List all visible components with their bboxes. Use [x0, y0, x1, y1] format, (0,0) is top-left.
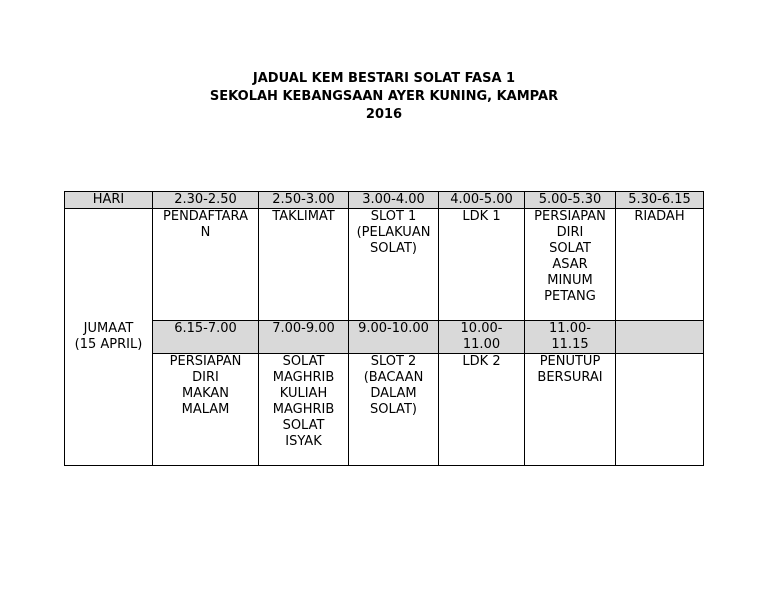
cell-text-line: PENUTUP: [539, 354, 601, 369]
cell-text-line: 10.00-: [460, 321, 503, 336]
cell-text-line: PENDAFTARA: [163, 209, 248, 224]
schedule-table: [64, 191, 704, 466]
activity-cell: [349, 209, 439, 321]
header-row: [65, 192, 704, 209]
cell-text-line: MAGHRIB: [272, 370, 335, 385]
activity-cell: [616, 209, 704, 321]
cell-text-line: KULIAH: [279, 386, 328, 401]
cell-text-line: PETANG: [544, 289, 596, 304]
time-cell: [439, 321, 525, 354]
time-cell: [259, 321, 349, 354]
time-cell: [153, 321, 259, 354]
cell-text-line: PERSIAPAN: [534, 209, 606, 224]
cell-text-line: BERSURAI: [537, 370, 603, 385]
activity-cell: [616, 354, 704, 466]
activity-cell: [259, 354, 349, 466]
time-cell: [525, 321, 616, 354]
header-cell: 3.00-4.00: [349, 192, 439, 209]
title-line-1: JADUAL KEM BESTARI SOLAT FASA 1: [252, 71, 516, 86]
activity-cell: [349, 354, 439, 466]
cell-text-line: SLOT 1: [370, 209, 417, 224]
activity-cell: [525, 209, 616, 321]
title-line-3: 2016: [365, 107, 403, 122]
cell-text-line: MINUM: [547, 273, 593, 288]
activity-cell: [153, 209, 259, 321]
cell-text-line: SOLAT: [282, 354, 325, 369]
cell-text-line: DALAM: [370, 386, 417, 401]
cell-text-line: DIRI: [556, 225, 584, 240]
header-cell: 5.30-6.15: [616, 192, 704, 209]
cell-text-line: LDK 2: [462, 354, 501, 369]
activity-cell: [439, 354, 525, 466]
header-cell: 2.30-2.50: [153, 192, 259, 209]
cell-text-line: 11.00: [462, 337, 501, 352]
cell-text-line: DIRI: [192, 370, 219, 385]
day-cell: [65, 209, 153, 466]
cell-text-line: (BACAAN: [363, 370, 424, 385]
cell-text-line: MAGHRIB: [272, 402, 335, 417]
activity-cell: [525, 354, 616, 466]
cell-text-line: RIADAH: [634, 209, 685, 224]
activity-cell: [153, 354, 259, 466]
cell-text-line: (PELAKUAN: [356, 225, 431, 240]
cell-text-line: MALAM: [181, 402, 230, 417]
cell-text-line: 6.15-7.00: [174, 321, 237, 336]
activity-row-1: [65, 209, 704, 321]
header-cell: HARI: [65, 192, 153, 209]
cell-text-line: SOLAT: [549, 241, 591, 256]
cell-text-line: LDK 1: [462, 209, 501, 224]
header-cell: 5.00-5.30: [525, 192, 616, 209]
header-cell: 2.50-3.00: [259, 192, 349, 209]
cell-text-line: SLOT 2: [370, 354, 417, 369]
cell-text-line: 9.00-10.00: [358, 321, 429, 336]
document-title: [0, 70, 768, 124]
cell-text-line: PERSIAPAN: [169, 354, 242, 369]
activity-cell: [259, 209, 349, 321]
cell-text-line: 11.00-: [549, 321, 591, 336]
cell-text-line: 7.00-9.00: [272, 321, 335, 336]
day-date: (15 APRIL): [74, 337, 143, 352]
cell-text-line: SOLAT: [282, 418, 325, 433]
title-line-2: SEKOLAH KEBANGSAAN AYER KUNING, KAMPAR: [209, 89, 559, 104]
cell-text-line: ISYAK: [285, 434, 322, 449]
cell-text-line: 11.15: [551, 337, 589, 352]
cell-text-line: SOLAT): [370, 402, 417, 417]
cell-text-line: N: [200, 225, 211, 240]
time-cell: [349, 321, 439, 354]
activity-row-2: [65, 354, 704, 466]
cell-text-line: MAKAN: [181, 386, 230, 401]
cell-text-line: SOLAT): [370, 241, 417, 256]
day-name: JUMAAT: [83, 321, 134, 336]
header-cell: 4.00-5.00: [439, 192, 525, 209]
time-header-row-2: [65, 321, 704, 354]
activity-cell: [439, 209, 525, 321]
time-cell: [616, 321, 704, 354]
cell-text-line: ASAR: [552, 257, 588, 272]
cell-text-line: TAKLIMAT: [272, 209, 335, 224]
